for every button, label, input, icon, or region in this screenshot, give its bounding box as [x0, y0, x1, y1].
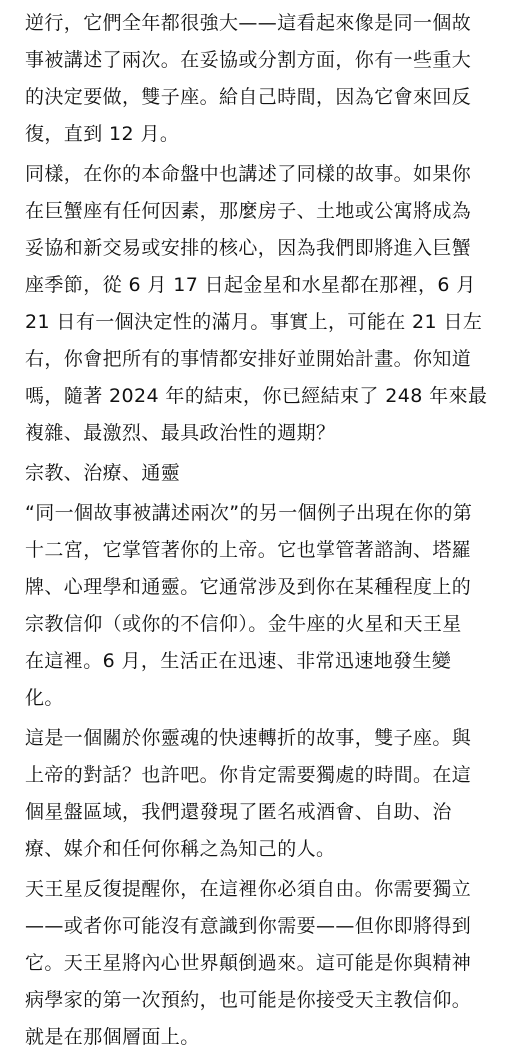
- paragraph-twelfth-house: “同一個故事被講述兩次”的另一個例子出現在你的第 十二宮，它掌管著你的上帝。它也掌管著諮詢、塔羅 牌、心理學和通靈。它通常涉及到你在某種程度上的 宗教信仰（或你的不信仰）。金牛座的火星和天王星 在這裡。6 月，生活正在迅速、非常迅速地發生變 化。: [25, 502, 473, 709]
- section-heading: 宗教、治療、通靈: [25, 462, 181, 484]
- paragraph-uranus: 天王星反復提醒你，在這裡你必須自由。你需要獨立 ——或者你可能沒有意識到你需要——但你即將得到 它。天王星將內心世界顛倒過來。這可能是你與精神 病學家的第一次預約，也可能是你接受天主教信仰。 就是在那個層面上。: [25, 878, 472, 1048]
- paragraph-mercury-retrograde: 逆行，它們全年都很強大——這看起來像是同一個故 事被講述了兩次。在妥協或分割方面，你有一些重大 的決定要做，雙子座。給自己時間，因為它會來回反 復，直到 12 月。: [25, 12, 472, 145]
- article-body: [25, 5, 515, 1059]
- paragraph-birth-chart: 同樣，在你的本命盤中也講述了同樣的故事。如果你 在巨蟹座有任何因素，那麼房子、土地或公寓將成為 妥協和新交易或安排的核心，因為我們即將進入巨蟹 座季節，從 6 月 17 日起金星和水星都在那裡，6 月 21 日有一個決定性的滿月。事實上，可能在 21 日左 右，你會把所有的事情都安排好並開始計畫。你知道 嗎，隨著 2024 年的結束，你已經結束了 248 年來最 複雜、最激烈、最具政治性的週期？: [25, 163, 488, 444]
- paragraph-soul-story: 這是一個關於你靈魂的快速轉折的故事，雙子座。與 上帝的對話？也許吧。你肯定需要獨處的時間。在這 個星盤區域，我們還發現了匿名戒酒會、自助、治 療、媒介和任何你稱之為知己的人。: [25, 727, 472, 860]
